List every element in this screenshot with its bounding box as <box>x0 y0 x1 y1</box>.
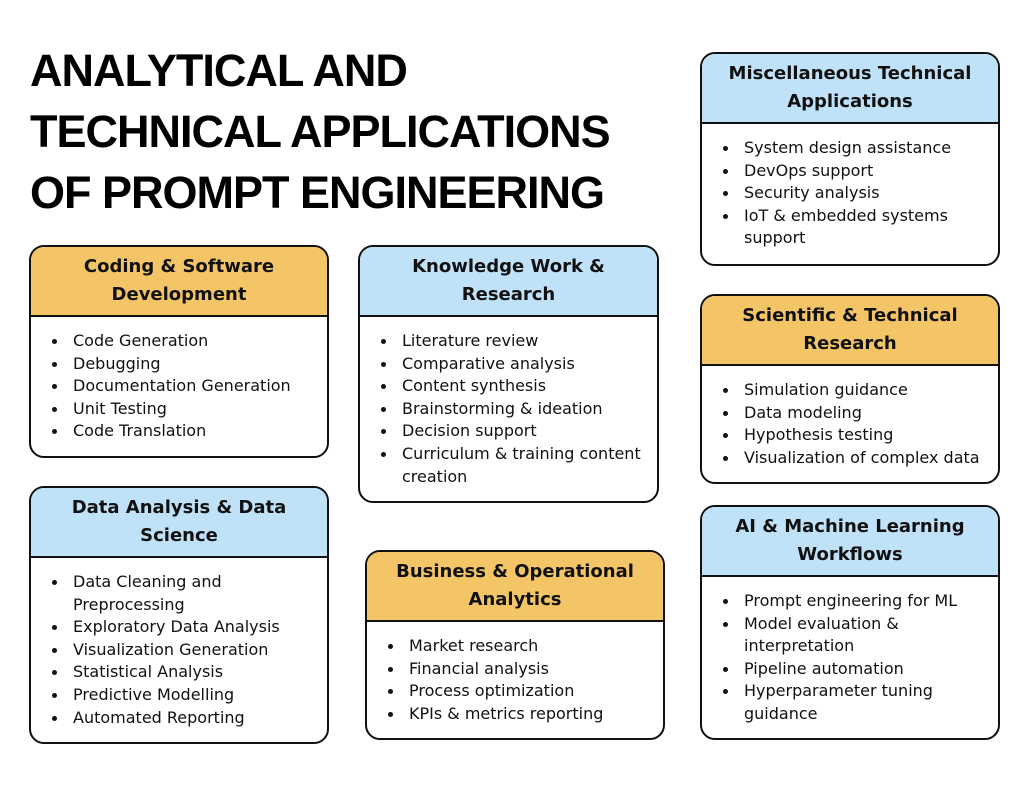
card-business-operational-analytics <box>365 550 665 740</box>
card-ai-machine-learning-workflows <box>700 505 1000 740</box>
list-item-text: IoT & embedded systems support <box>744 205 948 248</box>
list-item <box>720 447 990 470</box>
list-item-text: KPIs & metrics reporting <box>409 703 604 723</box>
list-item-text: System design assistance <box>744 138 952 157</box>
list-item <box>378 353 649 376</box>
card-header: Data Analysis & Data Science <box>31 488 327 558</box>
card-item-list <box>702 366 998 469</box>
list-item-text: Model evaluation & interpretation <box>744 613 899 656</box>
list-item <box>49 616 319 639</box>
card-knowledge-work-research <box>358 245 659 503</box>
list-item <box>720 658 990 681</box>
list-item-text: Prompt engineering for ML <box>744 591 958 610</box>
list-item-text: Process optimization <box>409 681 575 701</box>
list-item <box>720 205 990 250</box>
list-item-text: Debugging <box>73 353 161 373</box>
list-item <box>49 398 319 421</box>
list-item <box>49 330 319 353</box>
list-item <box>49 420 319 443</box>
list-item-text: Visualization Generation <box>73 639 269 659</box>
list-item <box>720 379 990 402</box>
list-item-text: Exploratory Data Analysis <box>73 617 280 637</box>
card-header: AI & Machine Learning Workflows <box>702 507 998 577</box>
card-header: Coding & Software Development <box>31 247 327 317</box>
card-data-analysis-data-science <box>29 486 329 744</box>
card-item-list <box>360 317 657 488</box>
list-item-text: Predictive Modelling <box>73 684 235 704</box>
list-item <box>385 635 655 658</box>
list-item <box>720 590 990 613</box>
card-header: Business & Operational Analytics <box>367 552 663 622</box>
card-miscellaneous-technical-applications <box>700 52 1000 266</box>
list-item <box>385 680 655 703</box>
list-item-text: Automated Reporting <box>73 707 245 727</box>
list-item-text: Curriculum & training content creation <box>402 443 641 486</box>
list-item <box>378 398 649 421</box>
list-item-text: Security analysis <box>744 183 880 203</box>
list-item <box>720 160 990 183</box>
card-item-list <box>367 622 663 725</box>
card-header: Miscellaneous Technical Applications <box>702 54 998 124</box>
list-item-text: Comparative analysis <box>402 353 575 373</box>
card-item-list <box>31 558 327 729</box>
list-item <box>49 707 319 730</box>
list-item <box>720 182 990 205</box>
list-item-text: Data Cleaning and Preprocessing <box>73 572 222 614</box>
list-item-text: DevOps support <box>744 160 874 180</box>
list-item-text: Brainstorming & ideation <box>402 398 603 418</box>
list-item <box>49 571 319 616</box>
list-item-text: Literature review <box>402 331 539 350</box>
page-title: ANALYTICAL AND TECHNICAL APPLICATIONS OF PROMPT ENGINEERING <box>30 45 610 218</box>
list-item <box>385 658 655 681</box>
list-item <box>49 661 319 684</box>
list-item-text: Content synthesis <box>402 376 547 396</box>
card-item-list <box>702 124 998 250</box>
list-item <box>49 353 319 376</box>
card-item-list <box>31 317 327 443</box>
list-item-text: Unit Testing <box>73 398 167 418</box>
list-item-text: Financial analysis <box>409 658 549 678</box>
list-item-text: Decision support <box>402 421 537 441</box>
list-item <box>49 639 319 662</box>
list-item-text: Code Translation <box>73 421 207 441</box>
card-header: Scientific & Technical Research <box>702 296 998 366</box>
list-item <box>49 375 319 398</box>
list-item-text: Hyperparameter tuning guidance <box>744 681 933 723</box>
card-item-list <box>702 577 998 726</box>
list-item-text: Documentation Generation <box>73 376 291 396</box>
list-item-text: Hypothesis testing <box>744 425 894 445</box>
list-item <box>720 680 990 725</box>
list-item <box>49 684 319 707</box>
list-item <box>720 137 990 160</box>
list-item-text: Simulation guidance <box>744 380 908 399</box>
list-item <box>720 402 990 425</box>
list-item-text: Data modeling <box>744 402 862 422</box>
card-header: Knowledge Work & Research <box>360 247 657 317</box>
list-item-text: Code Generation <box>73 331 209 350</box>
list-item-text: Visualization of complex data <box>744 447 980 467</box>
list-item-text: Pipeline automation <box>744 658 904 678</box>
list-item <box>720 613 990 658</box>
card-scientific-technical-research <box>700 294 1000 484</box>
list-item <box>378 443 649 488</box>
list-item <box>378 420 649 443</box>
card-coding-software-development <box>29 245 329 458</box>
list-item <box>385 703 655 726</box>
list-item-text: Market research <box>409 636 539 655</box>
list-item <box>378 375 649 398</box>
list-item <box>378 330 649 353</box>
list-item-text: Statistical Analysis <box>73 662 224 682</box>
list-item <box>720 424 990 447</box>
